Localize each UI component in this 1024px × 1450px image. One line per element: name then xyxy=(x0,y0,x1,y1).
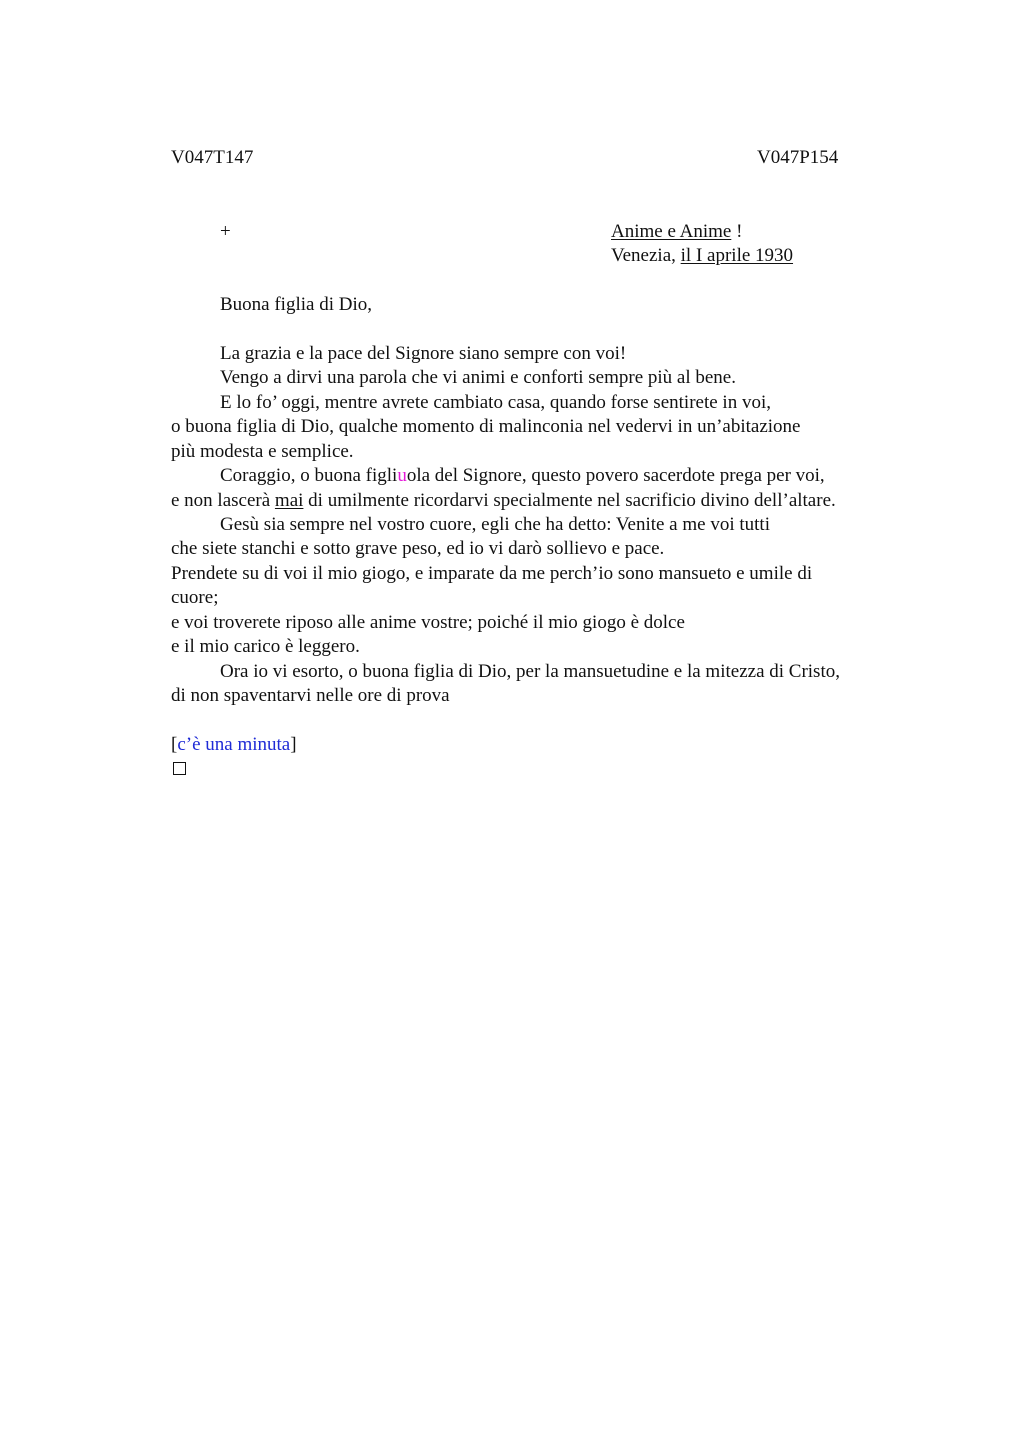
body-text: ola del Signore, questo povero sacerdote prega per voi, xyxy=(406,465,825,486)
underlined-word: mai xyxy=(274,490,304,511)
body-line: Ora io vi esorto, o buona figlia di Dio, per la mansuetudine e la mitezza di Cristo, xyxy=(220,661,840,682)
body-line: E lo fo’ oggi, mentre avrete cambiato casa, quando forse sentirete in voi, xyxy=(220,392,771,413)
body-line: e voi troverete riposo alle anime vostre; poiché il mio giogo è dolce xyxy=(171,612,685,633)
body-line: e il mio carico è leggero. xyxy=(171,636,360,657)
note-bracket-open: [ xyxy=(171,734,178,755)
body-line: cuore; xyxy=(171,587,219,608)
body-line: più modesta e semplice. xyxy=(171,441,354,462)
cross-mark: + xyxy=(220,221,231,242)
note-link[interactable]: c’è una minuta xyxy=(177,734,291,755)
body-text: di umilmente ricordarvi specialmente nel sacrificio divino dell’altare. xyxy=(303,490,836,511)
body-line: La grazia e la pace del Signore siano sempre con voi! xyxy=(220,343,627,364)
letter-date: il I aprile 1930 xyxy=(680,245,794,266)
body-line: Gesù sia sempre nel vostro cuore, egli che ha detto: Venite a me voi tutti xyxy=(220,514,770,535)
body-line: che siete stanchi e sotto grave peso, ed io vi darò sollievo e pace. xyxy=(171,538,665,559)
body-line xyxy=(220,464,825,488)
document-code-right: V047P154 xyxy=(757,147,839,168)
body-line xyxy=(171,489,836,513)
letter-place-date xyxy=(611,244,793,268)
letter-title-text: Anime e Anime xyxy=(611,221,732,242)
salutation: Buona figlia di Dio, xyxy=(220,294,372,315)
letter-title xyxy=(611,220,742,244)
letter-title-suffix: ! xyxy=(731,221,743,242)
body-line: o buona figlia di Dio, qualche momento di malinconia nel vedervi in un’abitazione xyxy=(171,416,801,437)
body-line: Vengo a dirvi una parola che vi animi e conforti sempre più al bene. xyxy=(220,367,736,388)
body-line: di non spaventarvi nelle ore di prova xyxy=(171,685,450,706)
note-bracket-close: ] xyxy=(290,734,297,755)
body-text: e non lascerà xyxy=(171,490,275,511)
body-text: Coraggio, o buona figli xyxy=(220,465,398,486)
checkbox-icon[interactable] xyxy=(173,762,186,775)
document-code-left: V047T147 xyxy=(171,147,254,168)
letter-place: Venezia, xyxy=(611,245,681,266)
editorial-note xyxy=(171,733,297,757)
correction-letter: u xyxy=(397,465,407,486)
body-line: Prendete su di voi il mio giogo, e imparate da me perch’io sono mansueto e umile di xyxy=(171,563,813,584)
